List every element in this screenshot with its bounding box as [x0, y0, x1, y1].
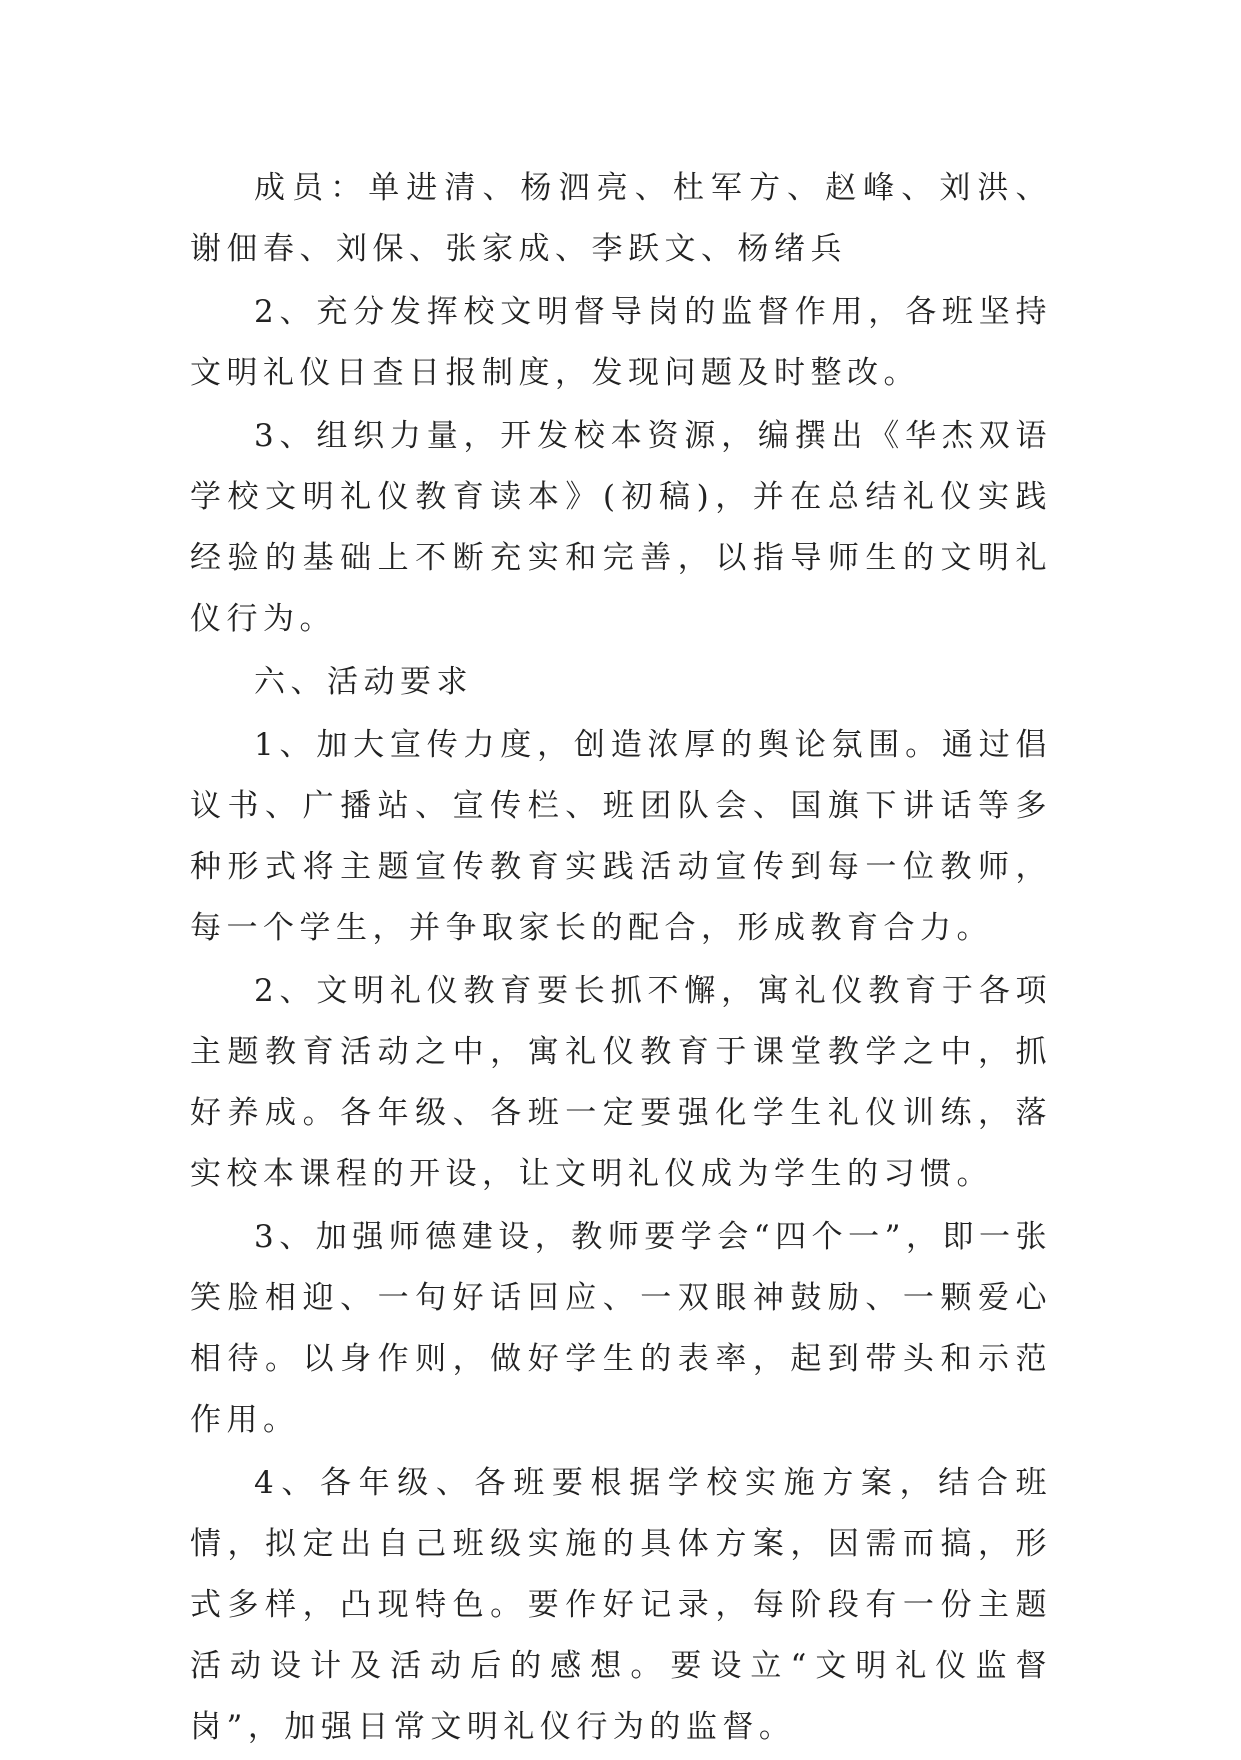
members-paragraph: 成员：单进清、杨泗亮、杜军方、赵峰、刘洪、谢佃春、刘保、张家成、李跃文、杨绪兵: [190, 170, 1052, 267]
paragraph-requirement-1: 1、加大宣传力度，创造浓厚的舆论氛围。通过倡议书、广播站、宣传栏、班团队会、国旗下讲话等多种形式将主题宣传教育实践活动宣传到每一位教师，每一个学生，并争取家长的配合，形成教育合力。: [190, 727, 1052, 946]
paragraph-requirement-2: 2、文明礼仪教育要长抓不懈，寓礼仪教育于各项主题教育活动之中，寓礼仪教育于课堂教学之中，抓好养成。各年级、各班一定要强化学生礼仪训练，落实校本课程的开设，让文明礼仪成为学生的习惯。: [190, 973, 1052, 1192]
document-body: [190, 158, 1052, 1760]
paragraph-requirement-3: 3、加强师德建设，教师要学会“四个一”，即一张笑脸相迎、一句好话回应、一双眼神鼓励、一颗爱心相待。以身作则，做好学生的表率，起到带头和示范作用。: [190, 1219, 1052, 1438]
section-heading-activity-requirements: 六、活动要求: [254, 664, 473, 700]
paragraph-item-3-resources: 3、组织力量，开发校本资源，编撰出《华杰双语学校文明礼仪教育读本》(初稿)，并在总结礼仪实践经验的基础上不断充实和完善，以指导师生的文明礼仪行为。: [190, 418, 1052, 637]
paragraph-item-2-supervision: 2、充分发挥校文明督导岗的监督作用，各班坚持文明礼仪日查日报制度，发现问题及时整改。: [190, 294, 1052, 391]
paragraph-requirement-4: 4、各年级、各班要根据学校实施方案，结合班情，拟定出自己班级实施的具体方案，因需而搞，形式多样，凸现特色。要作好记录，每阶段有一份主题活动设计及活动后的感想。要设立“文明礼仪监督岗”，加强日常文明礼仪行为的监督。: [190, 1465, 1052, 1745]
